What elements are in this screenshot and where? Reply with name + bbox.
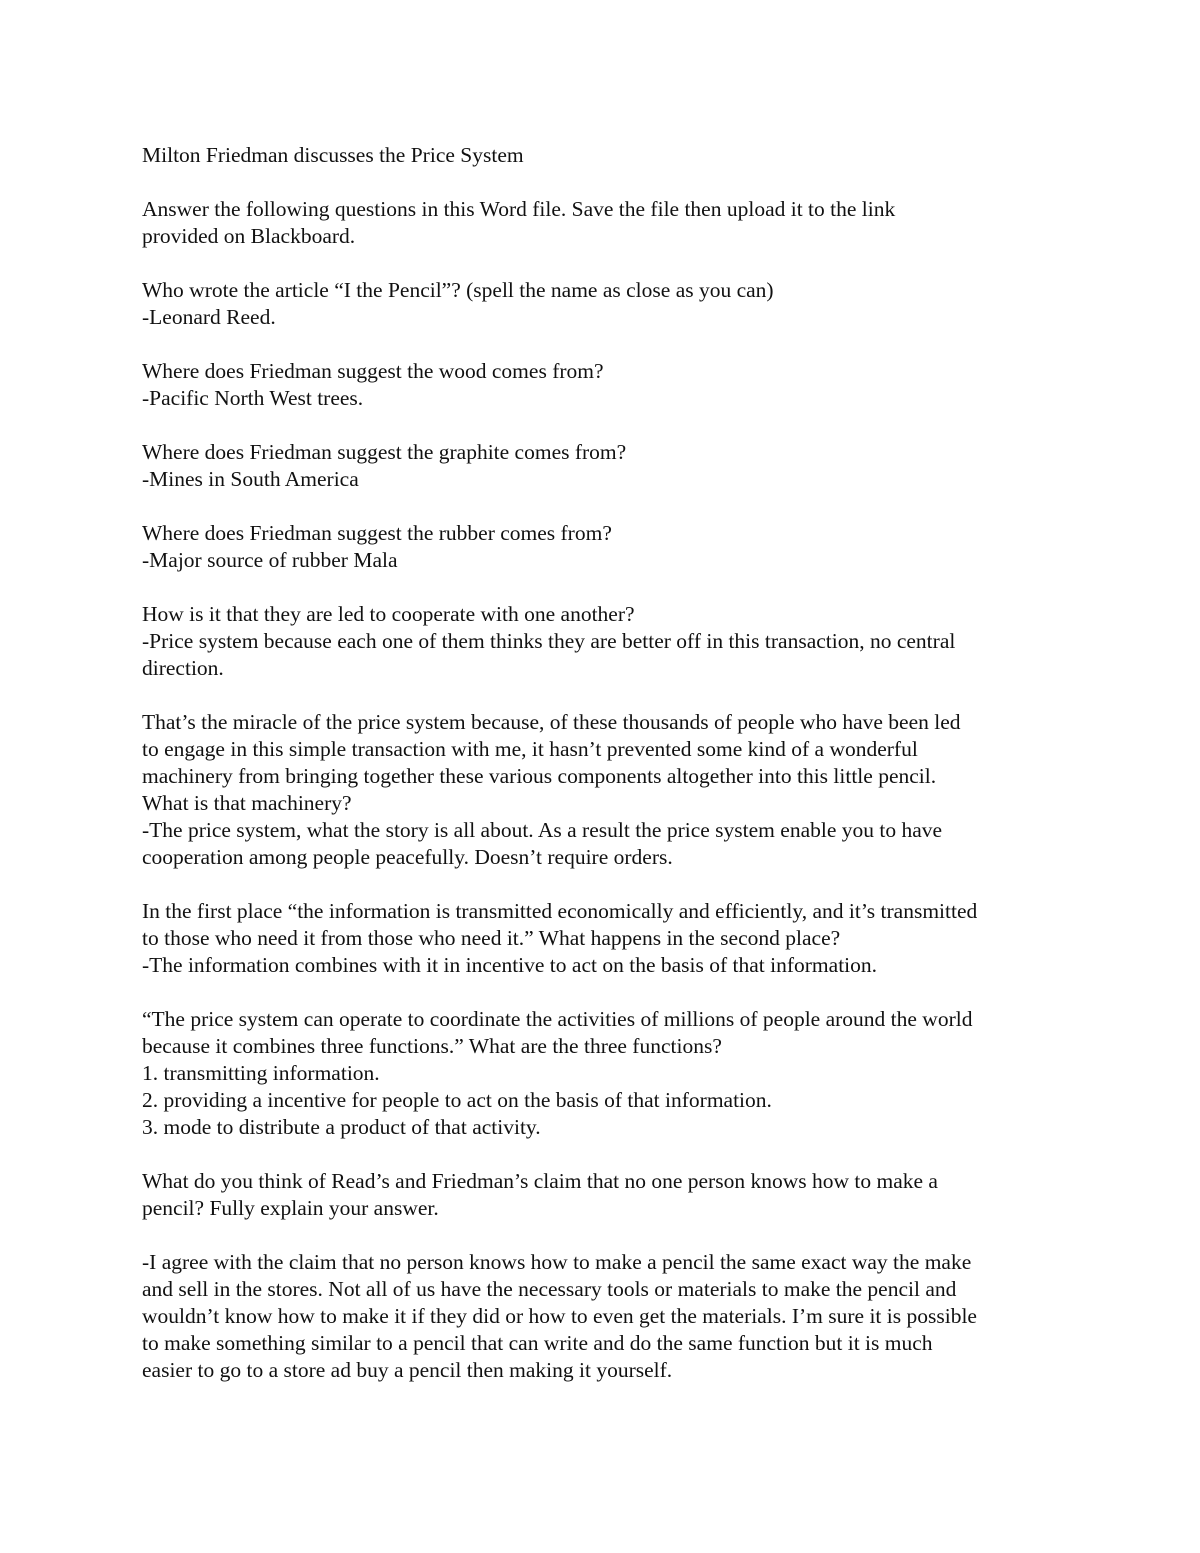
question-text: to engage in this simple transaction with me, it hasn’t prevented some kind of a wonderful — [142, 737, 918, 761]
question-text: pencil? Fully explain your answer. — [142, 1196, 439, 1220]
question-text: How is it that they are led to cooperate with one another? — [142, 602, 635, 626]
answer-text: -The price system, what the story is all about. As a result the price system enable you to have — [142, 818, 943, 842]
document-title: Milton Friedman discusses the Price System — [142, 143, 524, 167]
question-text: “The price system can operate to coordinate the activities of millions of people around the world — [142, 1007, 973, 1031]
answer-text: wouldn’t know how to make it if they did or how to even get the materials. I’m sure it is possible — [142, 1304, 977, 1328]
instructions-paragraph — [142, 196, 1062, 250]
question-block-author — [142, 277, 1062, 331]
text-line: provided on Blackboard. — [142, 224, 356, 248]
question-block-rubber — [142, 520, 1062, 574]
answer-text: -Price system because each one of them thinks they are better off in this transaction, no central — [142, 629, 956, 653]
answer-text: -Pacific North West trees. — [142, 386, 364, 410]
document-body — [142, 142, 1062, 1411]
question-text: to those who need it from those who need it.” What happens in the second place? — [142, 926, 841, 950]
question-text: In the first place “the information is transmitted economically and efficiently, and it’s transmitted — [142, 899, 978, 923]
question-text: What is that machinery? — [142, 791, 352, 815]
text-line: Answer the following questions in this Word file. Save the file then upload it to the link — [142, 197, 896, 221]
answer-text: and sell in the stores. Not all of us have the necessary tools or materials to make the pencil and — [142, 1277, 957, 1301]
question-text: Where does Friedman suggest the wood comes from? — [142, 359, 604, 383]
answer-text: -Mines in South America — [142, 467, 359, 491]
question-block-machinery — [142, 709, 1062, 871]
question-block-opinion — [142, 1168, 1062, 1222]
question-block-second-place — [142, 898, 1062, 979]
question-text: machinery from bringing together these various components altogether into this little pencil. — [142, 764, 937, 788]
question-block-wood — [142, 358, 1062, 412]
question-text: Where does Friedman suggest the graphite comes from? — [142, 440, 627, 464]
answer-text: -The information combines with it in incentive to act on the basis of that information. — [142, 953, 878, 977]
question-text: Who wrote the article “I the Pencil”? (spell the name as close as you can) — [142, 278, 774, 302]
answer-list-item: 1. transmitting information. — [142, 1061, 380, 1085]
answer-text: -Leonard Reed. — [142, 305, 276, 329]
answer-text: to make something similar to a pencil that can write and do the same function but it is much — [142, 1331, 933, 1355]
question-text: Where does Friedman suggest the rubber comes from? — [142, 521, 612, 545]
question-text: because it combines three functions.” What are the three functions? — [142, 1034, 722, 1058]
question-block-graphite — [142, 439, 1062, 493]
answer-block-opinion — [142, 1249, 1062, 1384]
question-text: What do you think of Read’s and Friedman’s claim that no one person knows how to make a — [142, 1169, 938, 1193]
question-text: That’s the miracle of the price system because, of these thousands of people who have been led — [142, 710, 961, 734]
question-block-three-functions — [142, 1006, 1062, 1141]
question-block-cooperate — [142, 601, 1062, 682]
answer-text: -I agree with the claim that no person knows how to make a pencil the same exact way the make — [142, 1250, 972, 1274]
answer-text: cooperation among people peacefully. Doesn’t require orders. — [142, 845, 673, 869]
answer-list-item: 2. providing a incentive for people to act on the basis of that information. — [142, 1088, 772, 1112]
answer-text: easier to go to a store ad buy a pencil then making it yourself. — [142, 1358, 673, 1382]
answer-list-item: 3. mode to distribute a product of that activity. — [142, 1115, 541, 1139]
answer-text: direction. — [142, 656, 224, 680]
answer-text: -Major source of rubber Mala — [142, 548, 398, 572]
